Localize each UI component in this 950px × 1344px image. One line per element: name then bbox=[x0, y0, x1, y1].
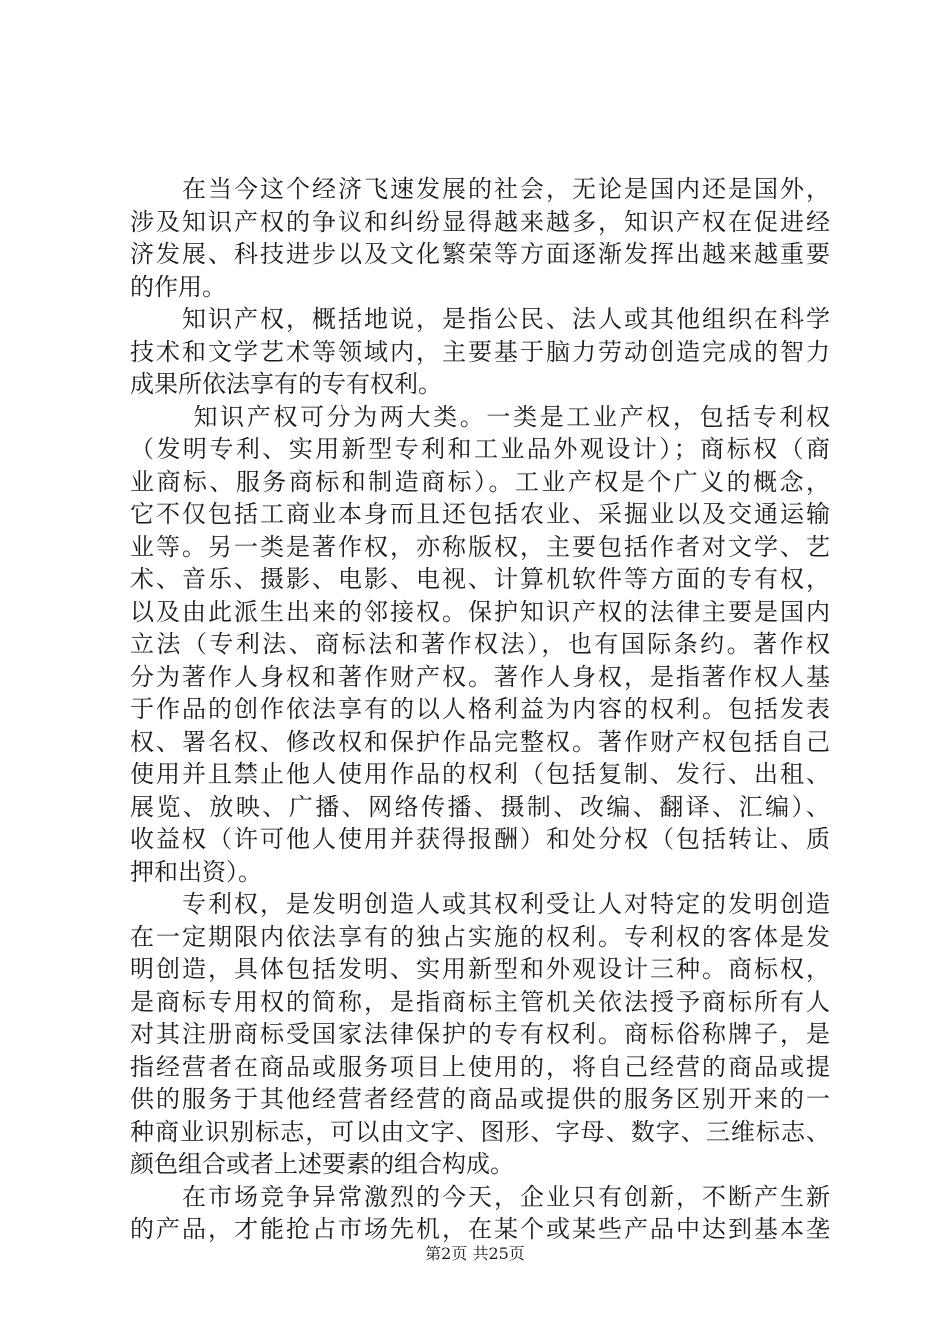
text-line: 术、音乐、摄影、电影、电视、计算机软件等方面的专有权， bbox=[130, 565, 830, 593]
text-line: 使用并且禁止他人使用作品的权利（包括复制、发行、出租、 bbox=[130, 760, 830, 788]
text-line: 业等。另一类是著作权，亦称版权，主要包括作者对文学、艺 bbox=[130, 532, 830, 561]
text-line: 指经营者在商品或服务项目上使用的，将自己经营的商品或提 bbox=[130, 1052, 830, 1081]
text-line: 在当今这个经济飞速发展的社会，无论是国内还是国外， bbox=[130, 175, 830, 203]
text-line: 在市场竞争异常激烈的今天，企业只有创新，不断产生新 bbox=[130, 1182, 830, 1211]
text-line: 立法（专利法、商标法和著作权法），也有国际条约。著作权 bbox=[130, 630, 830, 658]
text-line: 供的服务于其他经营者经营的商品或提供的服务区别开来的一 bbox=[130, 1085, 830, 1113]
text-line: 展览、放映、广播、网络传播、摄制、改编、翻译、汇编）、 bbox=[130, 792, 830, 821]
text-line: 的作用。 bbox=[130, 272, 226, 301]
text-line: 种商业识别标志，可以由文字、图形、字母、数字、三维标志、 bbox=[130, 1117, 830, 1146]
text-line: 业商标、服务商标和制造商标）。工业产权是个广义的概念， bbox=[130, 467, 830, 496]
text-line: 收益权（许可他人使用并获得报酬）和处分权（包括转让、质 bbox=[130, 825, 830, 853]
text-line: 押和出资）。 bbox=[130, 857, 262, 886]
text-line: 知识产权可分为两大类。一类是工业产权，包括专利权 bbox=[130, 402, 830, 431]
text-line: 在一定期限内依法享有的独占实施的权利。专利权的客体是发 bbox=[130, 922, 830, 951]
text-line: 对其注册商标受国家法律保护的专有权利。商标俗称牌子，是 bbox=[130, 1020, 830, 1048]
text-line: 成果所依法享有的专有权利。 bbox=[130, 370, 442, 398]
text-line: 济发展、科技进步以及文化繁荣等方面逐渐发挥出越来越重要 bbox=[130, 240, 830, 268]
text-line: 涉及知识产权的争议和纠纷显得越来越多，知识产权在促进经 bbox=[130, 207, 830, 236]
text-line: 分为著作人身权和著作财产权。著作人身权，是指著作权人基 bbox=[130, 662, 830, 691]
text-line: 的产品，才能抢占市场先机，在某个或某些产品中达到基本垄 bbox=[130, 1215, 830, 1243]
text-line: 是商标专用权的简称，是指商标主管机关依法授予商标所有人 bbox=[130, 987, 830, 1016]
text-line: 明创造，具体包括发明、实用新型和外观设计三种。商标权， bbox=[130, 955, 830, 983]
page-footer: 第2页 共25页 bbox=[425, 1244, 525, 1263]
text-line: 于作品的创作依法享有的以人格利益为内容的权利。包括发表 bbox=[130, 695, 830, 723]
text-line: （发明专利、实用新型专利和工业品外观设计）；商标权（商 bbox=[130, 435, 830, 463]
text-line: 知识产权，概括地说，是指公民、法人或其他组织在科学 bbox=[130, 305, 830, 333]
text-line: 权、署名权、修改权和保护作品完整权。著作财产权包括自己 bbox=[130, 727, 830, 756]
body-text bbox=[130, 173, 830, 1246]
text-line: 以及由此派生出来的邻接权。保护知识产权的法律主要是国内 bbox=[130, 597, 830, 626]
text-line: 颜色组合或者上述要素的组合构成。 bbox=[130, 1150, 514, 1178]
text-line: 专利权，是发明创造人或其权利受让人对特定的发明创造 bbox=[130, 890, 830, 918]
text-line: 技术和文学艺术等领域内，主要基于脑力劳动创造完成的智力 bbox=[130, 337, 830, 366]
text-line: 它不仅包括工商业本身而且还包括农业、采掘业以及交通运输 bbox=[130, 500, 830, 528]
